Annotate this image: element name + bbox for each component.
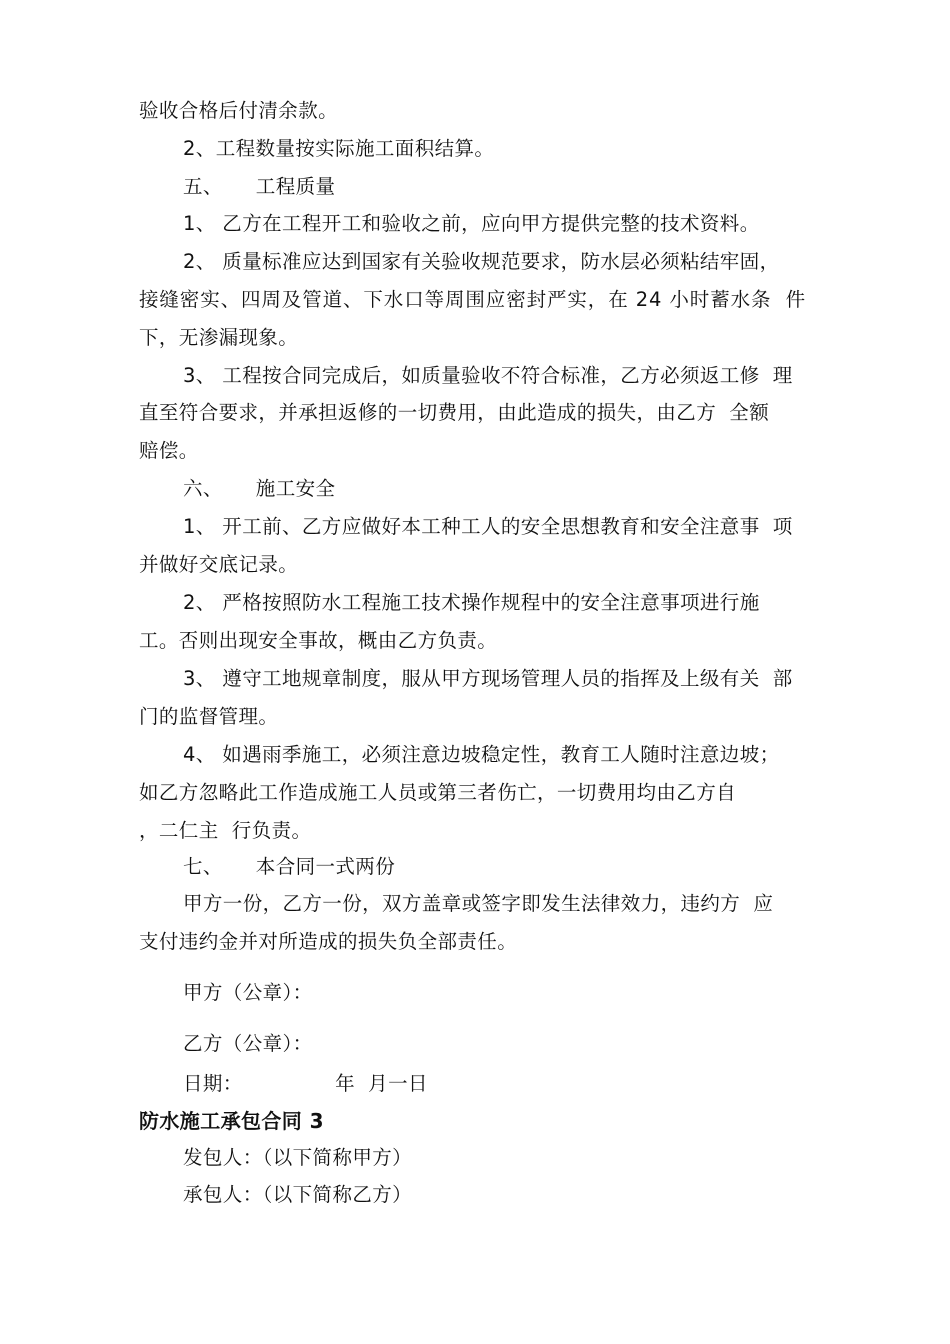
- text-line: ，二仁主 行负责。: [139, 819, 312, 842]
- text-line: 验收合格后付清余款。: [139, 99, 339, 122]
- text-line: 门的监督管理。: [139, 705, 279, 728]
- section-heading: 七、 本合同一式两份: [183, 855, 396, 878]
- signature-party-a: 甲方（公章）：: [183, 981, 313, 1004]
- contract-title: 防水施工承包合同 3: [139, 1109, 324, 1133]
- signature-party-b: 乙方（公章）：: [183, 1032, 313, 1055]
- text-line: 工。否则出现安全事故，概由乙方负责。: [139, 629, 498, 652]
- text-line: 并做好交底记录。: [139, 553, 299, 576]
- section-heading: 六、 施工安全: [183, 477, 336, 500]
- text-line: 3、 工程按合同完成后，如质量验收不符合标准，乙方必须返工修 理: [183, 364, 793, 387]
- section-heading: 五、 工程质量: [183, 175, 336, 198]
- text-line: 2、 质量标准应达到国家有关验收规范要求，防水层必须粘结牢固，: [183, 250, 780, 273]
- text-line: 1、 开工前、乙方应做好本工种工人的安全思想教育和安全注意事 项: [183, 515, 793, 538]
- contractor-issuer: 发包人：（以下简称甲方）: [183, 1146, 413, 1169]
- date-line: 日期： 年 月一日: [183, 1072, 428, 1095]
- text-line: 直至符合要求，并承担返修的一切费用，由此造成的损失，由乙方 全额: [139, 401, 770, 424]
- text-line: 1、 乙方在工程开工和验收之前，应向甲方提供完整的技术资料。: [183, 212, 760, 235]
- contractor-receiver: 承包人：（以下简称乙方）: [183, 1183, 413, 1206]
- text-line: 接缝密实、四周及管道、下水口等周围应密封严实，在 24 小时蓄水条 件: [139, 288, 807, 311]
- text-line: 2、工程数量按实际施工面积结算。: [183, 137, 495, 160]
- text-line: 下，无渗漏现象。: [139, 326, 299, 349]
- text-line: 4、 如遇雨季施工，必须注意边坡稳定性，教育工人随时注意边坡；: [183, 743, 780, 766]
- text-line: 赔偿。: [139, 439, 199, 462]
- text-line: 甲方一份，乙方一份，双方盖章或签字即发生法律效力，违约方 应: [183, 892, 774, 915]
- text-line: 2、 严格按照防水工程施工技术操作规程中的安全注意事项进行施: [183, 591, 760, 614]
- text-line: 支付违约金并对所造成的损失负全部责任。: [139, 930, 518, 953]
- text-line: 如乙方忽略此工作造成施工人员或第三者伤亡，一切费用均由乙方自: [139, 781, 737, 804]
- text-line: 3、 遵守工地规章制度，服从甲方现场管理人员的指挥及上级有关 部: [183, 667, 793, 690]
